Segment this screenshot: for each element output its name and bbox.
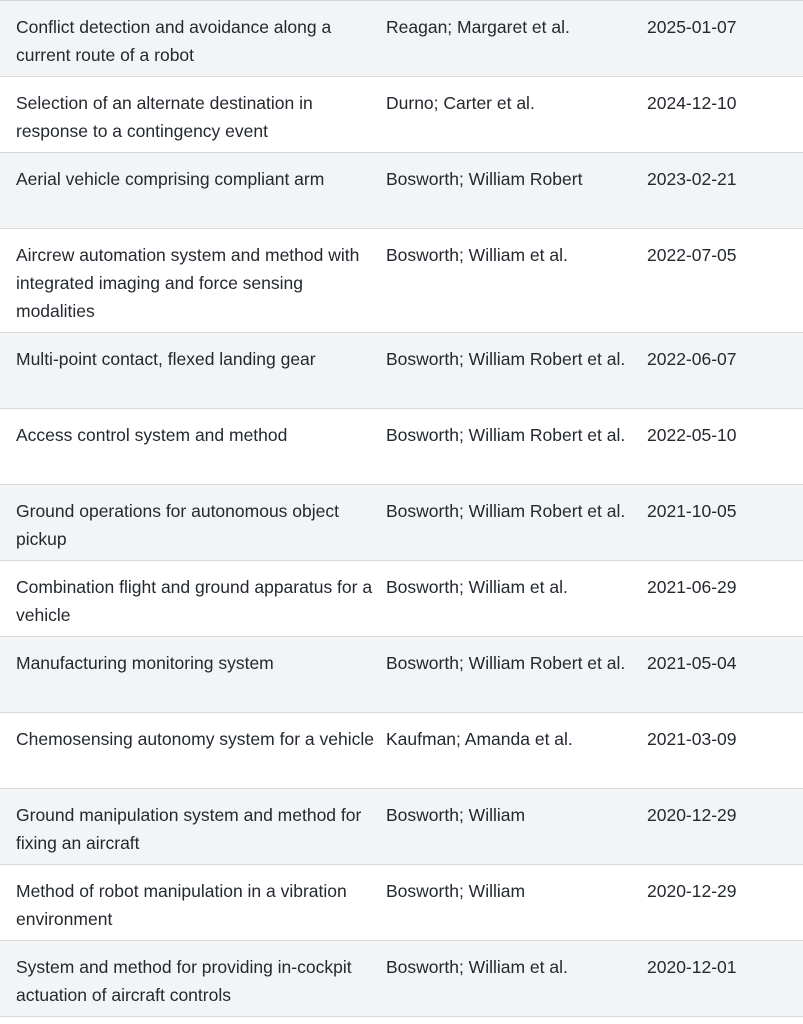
table-row[interactable]	[0, 789, 803, 865]
patent-date: 2021-10-05	[647, 501, 737, 521]
patent-inventors: Bosworth; William Robert	[386, 169, 583, 189]
table-row[interactable]	[0, 561, 803, 637]
patent-date: 2025-01-07	[647, 17, 737, 37]
table-row[interactable]	[0, 409, 803, 485]
patent-title[interactable]: Multi-point contact, flexed landing gear	[16, 349, 316, 369]
patent-title[interactable]: Ground operations for autonomous object pickup	[16, 501, 339, 549]
patent-inventors: Bosworth; William	[386, 805, 526, 825]
patent-title[interactable]: Chemosensing autonomy system for a vehicle	[16, 729, 374, 749]
patent-title[interactable]: Access control system and method	[16, 425, 288, 445]
patent-title[interactable]: Selection of an alternate destination in response to a contingency event	[16, 93, 313, 141]
patent-date: 2022-06-07	[647, 349, 737, 369]
patent-title[interactable]: Method of robot manipulation in a vibration environment	[16, 881, 347, 929]
table-row[interactable]	[0, 865, 803, 941]
table-row[interactable]	[0, 485, 803, 561]
table-row[interactable]	[0, 1, 803, 77]
patent-date: 2022-07-05	[647, 245, 737, 265]
patent-title[interactable]: Aerial vehicle comprising compliant arm	[16, 169, 325, 189]
patent-date: 2022-05-10	[647, 425, 737, 445]
patent-date: 2024-12-10	[647, 93, 737, 113]
table-row[interactable]	[0, 713, 803, 789]
patent-date: 2020-12-01	[647, 957, 737, 977]
patent-inventors: Durno; Carter et al.	[386, 93, 535, 113]
patent-title[interactable]: Ground manipulation system and method for fixing an aircraft	[16, 805, 362, 853]
patent-inventors: Kaufman; Amanda et al.	[386, 729, 573, 749]
patent-inventors: Bosworth; William Robert et al.	[386, 653, 626, 673]
table-row[interactable]	[0, 637, 803, 713]
patent-inventors: Bosworth; William et al.	[386, 577, 568, 597]
patent-inventors: Reagan; Margaret et al.	[386, 17, 570, 37]
patent-inventors: Bosworth; William Robert et al.	[386, 349, 626, 369]
patent-title[interactable]: Combination flight and ground apparatus for a vehicle	[16, 577, 373, 625]
table-row[interactable]	[0, 941, 803, 1017]
table-row[interactable]	[0, 229, 803, 333]
table-row[interactable]	[0, 333, 803, 409]
patent-inventors: Bosworth; William et al.	[386, 957, 568, 977]
patent-date: 2021-06-29	[647, 577, 737, 597]
patent-date: 2020-12-29	[647, 881, 737, 901]
patent-title[interactable]: Manufacturing monitoring system	[16, 653, 274, 673]
patent-inventors: Bosworth; William	[386, 881, 526, 901]
table-row[interactable]	[0, 77, 803, 153]
patent-inventors: Bosworth; William et al.	[386, 245, 568, 265]
patent-title[interactable]: System and method for providing in-cockpit actuation of aircraft controls	[16, 957, 352, 1005]
patent-title[interactable]: Aircrew automation system and method with integrated imaging and force sensing modalities	[16, 245, 360, 321]
patent-date: 2023-02-21	[647, 169, 737, 189]
patent-title[interactable]: Conflict detection and avoidance along a current route of a robot	[16, 17, 332, 65]
patent-date: 2020-12-29	[647, 805, 737, 825]
table-row[interactable]	[0, 153, 803, 229]
patent-inventors: Bosworth; William Robert et al.	[386, 425, 626, 445]
patent-date: 2021-03-09	[647, 729, 737, 749]
patent-inventors: Bosworth; William Robert et al.	[386, 501, 626, 521]
patent-date: 2021-05-04	[647, 653, 737, 673]
